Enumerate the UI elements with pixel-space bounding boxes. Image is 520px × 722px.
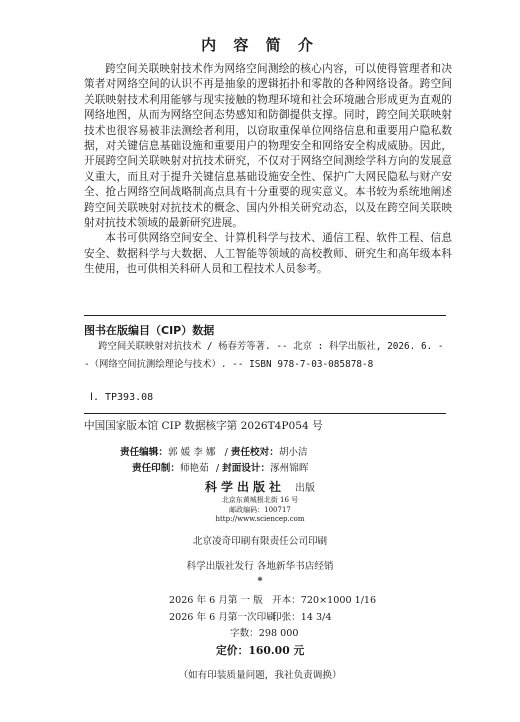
editor-label: 责任编辑： — [120, 447, 168, 458]
cip-classification: Ⅰ. TP393.08 — [90, 392, 154, 403]
cip-body: 跨空间关联映射对抗技术 / 杨春芳等著. -- 北京 : 科学出版社, 2026. 6. --（网络空间抗测绘理论与技术）. -- ISBN 978-7-03-085878-8 — [84, 341, 444, 370]
intro-paragraph-1: 跨空间关联映射技术作为网络空间测绘的核心内容，可以使得管理者和决策者对网络空间的认识不再是抽象的逻辑拓扑和零散的各种网络设备。跨空间关联映射技术利用能够与现实接触的物理环境和社会环境融合形成更为直观的网络地图，从而为网络空间态势感知和防御提供支撑。同时，跨空间关联映射技术也很容易被非法测绘者利用，以窃取重保单位网络信息和重要用户隐私数据，对关键信息基础设施和重要用户的物理安全和网络安全构成威胁。因此，开展跨空间关联映射对抗技术研究，不仅对于网络空间测绘学科方向的发展意义重大，而且对于提升关键信息基础设施安全性、保护广大网民隐私与财产安全、抢占网络空间战略制高点具有十分重要的现实意义。本书较为系统地阐述跨空间关联映射对抗技术的概念、国内外相关研究动态，以及在跨空间关联映射对抗技术领域的最新研究进展。 — [84, 63, 452, 230]
print-label: 责任印制： — [132, 463, 180, 474]
publisher-row — [0, 476, 520, 495]
cip-heading: 图书在版编目（CIP）数据 — [84, 324, 215, 337]
printing-line: 2026 年 6 月第一次印刷 — [169, 612, 276, 623]
editor-names: 郭 媛 李 娜 — [167, 447, 216, 458]
price-line — [216, 643, 304, 658]
printer-line: 北京凌奇印刷有限责任公司印刷 — [192, 536, 328, 547]
cip-data-box — [84, 315, 446, 414]
publisher-postcode: 邮政编码：100717 — [229, 506, 291, 514]
credits-line-1: 责任编辑：郭 媛 李 娜 / 责任校对：胡小洁 — [120, 447, 308, 458]
edition-line: 2026 年 6 月第 一 版 — [169, 595, 263, 606]
cover-label: 封面设计： — [222, 463, 271, 474]
publisher-suffix: 出版 — [295, 483, 315, 494]
quality-note: （如有印装质量问题，我社负责调换） — [178, 670, 342, 681]
word-count: 字数：298 000 — [230, 628, 299, 639]
separator-star: * — [257, 576, 263, 587]
format-line: 开本：720×1000 1/16 — [272, 595, 377, 606]
print-name: 师艳茹 — [179, 463, 209, 474]
price-value: 160.00 元 — [248, 644, 305, 657]
price-label: 定价： — [216, 644, 249, 657]
proof-label: 责任校对： — [230, 447, 279, 458]
distribution-line: 科学出版社发行 各地新华书店经销 — [186, 561, 334, 572]
intro-paragraph-2: 本书可供网络空间安全、计算机科学与技术、通信工程、软件工程、信息安全、数据科学与大数据、人工智能等领域的高校教师、研究生和高年级本科生使用，也可供相关科研人员和工程技术人员参考。 — [84, 232, 452, 276]
proof-name: 胡小洁 — [278, 447, 308, 458]
publisher-website: http://www.sciencep.com — [215, 515, 305, 523]
page-title: 内 容 简 介 — [201, 36, 319, 54]
publisher-address: 北京东黄城根北街 16 号 — [221, 496, 299, 504]
publisher-logo: 科学出版社 — [204, 480, 285, 494]
credits-line-2: 责任印制：师艳茹 / 封面设计：涿州锦晖 — [132, 463, 309, 474]
cip-record-number: 中国国家版本馆 CIP 数据核字第 2026T4P054 号 — [84, 420, 323, 432]
sheets-line: 印张：14 3/4 — [272, 612, 332, 623]
cover-name: 涿州锦晖 — [270, 463, 309, 474]
intro-section — [84, 62, 452, 278]
